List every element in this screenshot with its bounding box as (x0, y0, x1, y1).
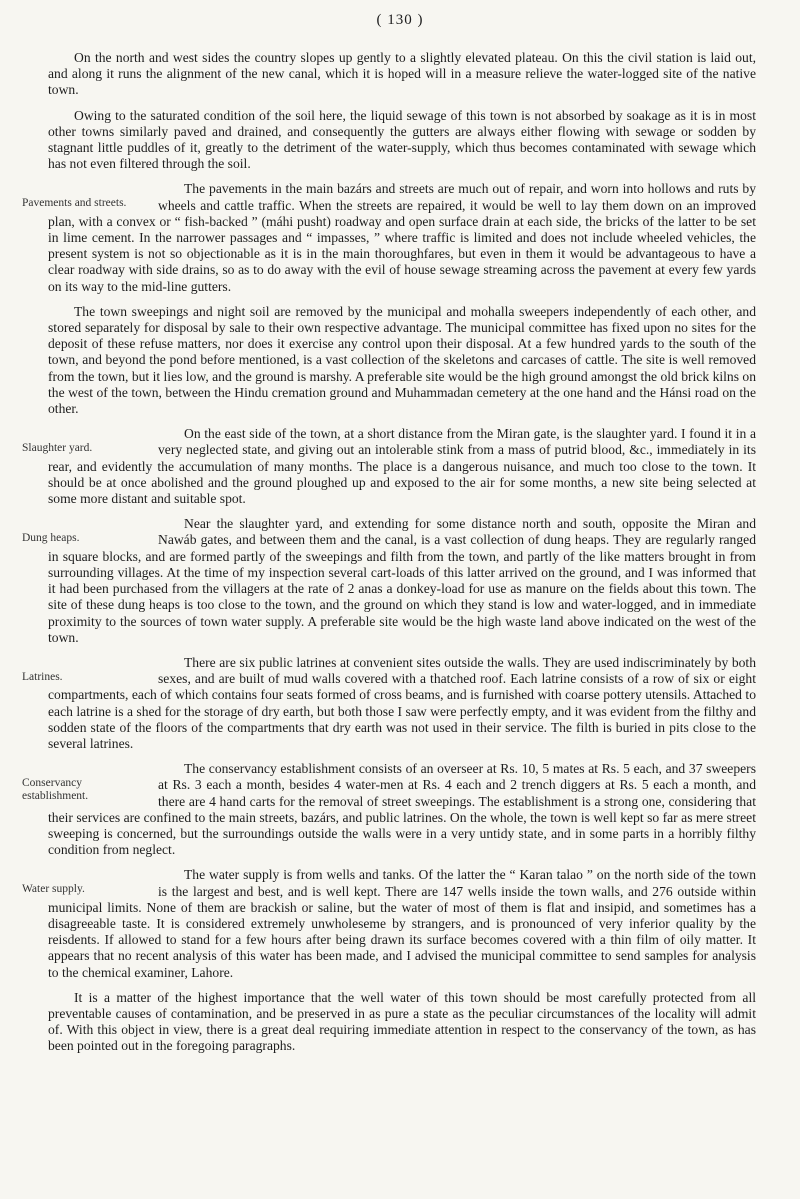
paragraph-text: There are six public latrines at convenient sites outside the walls. They are used indiscriminately by both sexes, and are built of mud walls covered with a thatched roof. Each latrine consists of a row of six or eight compartments, each of which contains four seats formed of cross beams, and is furnished with coarse pottery utensils. Attached to each latrine is a shed for the storage of dry earth, but both those I saw were perfectly empty, and it was evident from the filthy and sodden state of the floors of the compartments that dry earth was not used in their service. The filth is buried in pits close to the several latrines. (48, 654, 756, 751)
paragraph-text: On the east side of the town, at a short distance from the Miran gate, is the slaughter yard. I found it in a very neglected state, and giving out an intolerable stink from a mass of putrid blood, &c., immediately in its rear, and evidently the accumulation of many months. The place is a dangerous nuisance, and much too close to the town. It should be at once abolished and the ground ploughed up and exposed to the air for some months, a new site being selected at some more distant and suitable spot. (48, 426, 756, 507)
paragraph-dung-heaps (22, 516, 756, 646)
paragraph-water-supply (22, 867, 756, 980)
paragraph-text: The town sweepings and night soil are removed by the municipal and mohalla sweepers independently of each other, and stored separately for disposal by sale to their own respective advantage. The municipal committee has fixed upon no sites for the deposit of these refuse matters, nor does it exercise any control upon their disposal. At a few hundred yards to the south of the town, and beyond the pond before mentioned, is a vast collection of the skeletons and carcases of cattle. The site is well removed from the town, but it lies low, and the ground is marshy. A preferable site would be the high ground amongst the old brick kilns on the west of the town, between the Hindu cremation ground and Muhammadan cemetery at the one hand and the Hánsi road on the other. (48, 303, 757, 417)
paragraph-sewage-soil (48, 108, 756, 173)
margin-note-water-supply: Water supply. (22, 883, 85, 896)
paragraph-text: The conservancy establishment consists of an overseer at Rs. 10, 5 mates at Rs. 5 each, and 37 sweepers at Rs. 3 each a month, besides 4 water-men at Rs. 4 each and 2 trench diggers at Rs. 5 each a month, and there are 4 hand carts for the removal of street sweepings. The establishment is a strong one, considering that their services are confined to the main streets, bazárs, and public latrines. On the whole, the town is well kept so far as mere street sweeping is concerned, but the surroundings outside the walls were in a very untidy state, and in some parts in a horribly filthy condition from neglect. (48, 761, 756, 858)
paragraph-text: It is a matter of the highest importance that the well water of this town should be most carefully protected from all preventable causes of contamination, and be preserved in as pure a state as the peculiar circumstances of the locality will admit of. With this object in view, there is a great deal requiring immediate attention in respect to the conservancy of the town, as has been pointed out in the foregoing paragraphs. (48, 989, 756, 1054)
paragraph-text: The water supply is from wells and tanks. Of the latter the “ Karan talao ” on the north side of the town is the largest and best, and is well kept. There are 147 wells inside the town walls, and 276 outside within municipal limits. None of them are brackish or saline, but the water of most of them is flat and insipid, and sometimes has a disagreeable taste. It is considered extremely unwholeseme by strangers, and is pronounced of very inferior quality by the reisdents. If allowed to stand for a few hours after being drawn its surface becomes covered with a thin film of oily matter. It appears that no recent analysis of this water has been made, and I advised the municipal committee to send samples for analysis to the chemical examiner, Lahore. (48, 867, 756, 980)
paragraph-north-west (48, 50, 756, 99)
margin-note-pavements: Pavements and streets. (22, 197, 127, 210)
paragraph-protection (48, 990, 756, 1055)
margin-note-dung-heaps: Dung heaps. (22, 532, 80, 545)
body-text (22, 50, 757, 1064)
margin-note-slaughter-yard: Slaughter yard. (22, 442, 93, 455)
margin-note-conservancy: Conservancy establishment. (22, 777, 89, 803)
paragraph-sweepings (48, 304, 756, 417)
paragraph-text: The pavements in the main bazárs and streets are much out of repair, and worn into hollows and ruts by wheels and cattle traffic. When the streets are repaired, it would be well to lay them down on an improved plan, with a convex or “ fish-backed ” (máhi pusht) roadway and open surface drain at each side, the bricks of the latter to be set in lime cement. In the narrower passages and “ impasses, ” where traffic is limited and does not include wheeled vehicles, the present system is not so objectionable as it is in the main thoroughfares, but even in them it would be advantageous to have a clear roadway with side drains, so as to do away with the evil of house sewage streaming across the pavement at every few yards on its way to the mid-line gutters. (48, 181, 756, 294)
paragraph-pavements (22, 181, 756, 294)
paragraph-text: On the north and west sides the country slopes up gently to a slightly elevated plateau. On this the civil station is laid out, and along it runs the alignment of the new canal, which it is hoped will in a measure relieve the water-logged site of the native town. (48, 50, 756, 98)
paragraph-conservancy (22, 761, 756, 858)
paragraph-latrines (22, 654, 756, 752)
paragraph-text: Near the slaughter yard, and extending for some distance north and south, opposite the Miran and Nawáb gates, and between them and the canal, is a vast collection of dung heaps. They are regularly ranged in square blocks, and are formed partly of the sweepings and filth from the town, and partly of the like matters brought in from surrounding villages. At the time of my inspection several cart-loads of this latter arrived on the ground, and I was informed that it had been purchased from the villagers at the rate of 2 anas a donkey-load for use as manure on the fields about this town. The site of these dung heaps is too close to the town, and the ground on which they stand is low and water-logged, and in immediate proximity to the sources of town water supply. A preferable site would be the high waste land above indicated on the west of the town. (48, 516, 756, 645)
paragraph-text: Owing to the saturated condition of the soil here, the liquid sewage of this town is not absorbed by soakage as it is in most other towns similarly paved and drained, and consequently the gutters are always either flowing with sewage or sodden by stagnant little puddles of it, greatly to the detriment of the water-supply, which thus becomes contaminated with sewage which has not even filtered through the soil. (48, 107, 756, 172)
margin-note-latrines: Latrines. (22, 670, 63, 683)
page-number: ( 130 ) (376, 12, 424, 28)
paragraph-slaughter-yard (22, 426, 756, 507)
